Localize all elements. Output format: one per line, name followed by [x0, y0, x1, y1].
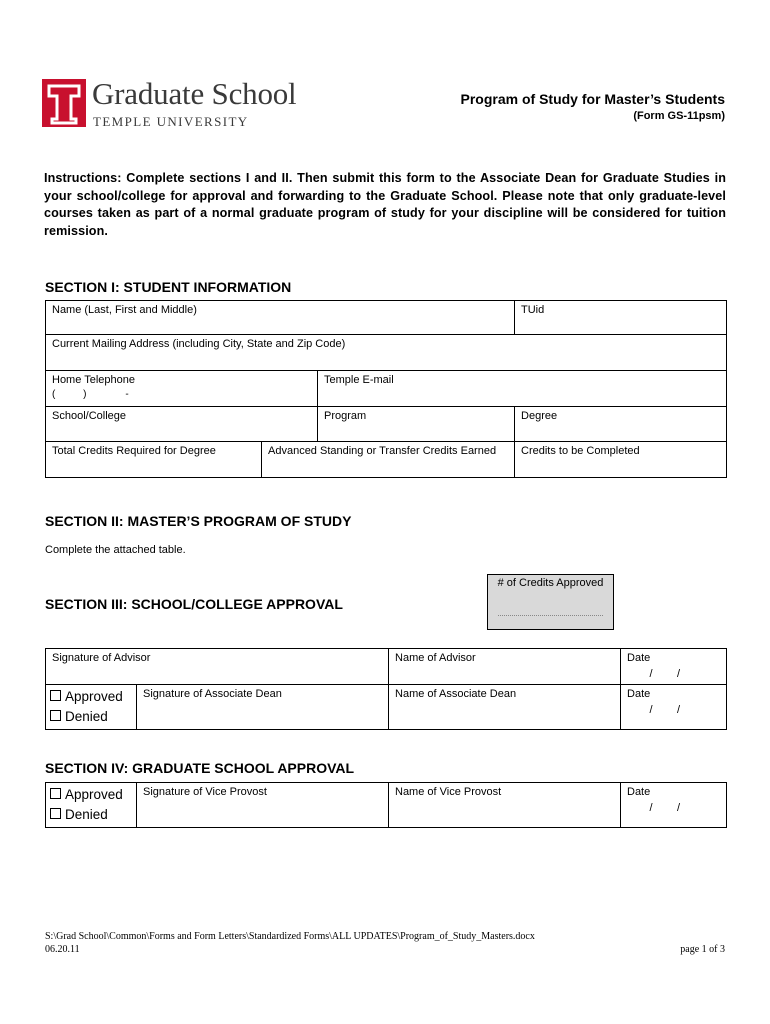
form-code: (Form GS-11psm) [633, 110, 725, 122]
program-label: Program [324, 410, 367, 422]
vice-provost-date-format: / / [649, 802, 680, 814]
advisor-date-field[interactable] [621, 649, 727, 685]
section-1-heading: SECTION I: STUDENT INFORMATION [45, 279, 292, 295]
advisor-signature-label: Signature of Advisor [52, 652, 151, 664]
temple-email-field[interactable] [318, 371, 727, 407]
denied-label-4: Denied [65, 807, 108, 822]
approved-label-4: Approved [65, 787, 123, 802]
vice-provost-signature-label: Signature of Vice Provost [143, 786, 267, 798]
total-credits-field[interactable] [46, 442, 262, 478]
dean-signature-field[interactable] [137, 685, 389, 730]
section-3-heading: SECTION III: SCHOOL/COLLEGE APPROVAL [45, 596, 343, 612]
dean-date-label: Date [627, 688, 651, 700]
temple-t-logo-icon [42, 79, 86, 127]
name-label: Name (Last, First and Middle) [52, 304, 197, 316]
denied-checkbox-3[interactable] [50, 707, 132, 727]
credits-approved-label: # of Credits Approved [497, 577, 604, 589]
dean-name-label: Name of Associate Dean [395, 688, 517, 700]
denied-label-3: Denied [65, 709, 108, 724]
logo-subtitle: TEMPLE UNIVERSITY [93, 114, 249, 129]
section-4-heading: SECTION IV: GRADUATE SCHOOL APPROVAL [45, 760, 355, 776]
advisor-name-field[interactable] [389, 649, 621, 685]
footer-page-number: page 1 of 3 [680, 944, 725, 955]
credits-approved-line [498, 615, 603, 616]
checkbox-icon [50, 710, 61, 721]
vice-provost-name-field[interactable] [389, 783, 621, 828]
footer-date: 06.20.11 [45, 944, 80, 955]
tuid-label: TUid [521, 304, 545, 316]
dean-signature-label: Signature of Associate Dean [143, 688, 282, 700]
program-field[interactable] [318, 407, 515, 442]
checkbox-icon [50, 788, 61, 799]
student-info-table [45, 300, 727, 478]
phone-format: ( ) - [52, 389, 129, 400]
approved-checkbox-4[interactable] [50, 785, 132, 805]
advisor-date-format: / / [649, 668, 681, 680]
degree-label: Degree [521, 410, 558, 422]
approved-checkbox-3[interactable] [50, 687, 132, 707]
vice-provost-signature-field[interactable] [137, 783, 389, 828]
advisor-signature-field[interactable] [46, 649, 389, 685]
graduate-decision-cell [46, 783, 137, 828]
denied-checkbox-4[interactable] [50, 805, 132, 825]
dean-date-format: / / [649, 704, 681, 716]
checkbox-icon [50, 808, 61, 819]
vice-provost-date-label: Date [627, 786, 651, 798]
credits-to-complete-label: Credits to be Completed [521, 445, 640, 457]
advanced-standing-label: Advanced Standing or Transfer Credits Earned [268, 445, 497, 457]
approved-label-3: Approved [65, 689, 123, 704]
credits-to-complete-field[interactable] [515, 442, 727, 478]
degree-field[interactable] [515, 407, 727, 442]
section-2-heading: SECTION II: MASTER’S PROGRAM OF STUDY [45, 513, 352, 529]
school-college-field[interactable] [46, 407, 318, 442]
school-approval-table [45, 648, 727, 730]
advanced-standing-field[interactable] [262, 442, 515, 478]
vice-provost-date-field[interactable] [621, 783, 727, 828]
advisor-name-label: Name of Advisor [395, 652, 476, 664]
footer-file-path: S:\Grad School\Common\Forms and Form Letters\Standardized Forms\ALL UPDATES\Program_of_Study_Masters.docx [45, 931, 535, 942]
total-credits-label: Total Credits Required for Degree [52, 445, 216, 457]
address-label: Current Mailing Address (including City, State and Zip Code) [52, 338, 346, 350]
advisor-date-label: Date [627, 652, 651, 664]
checkbox-icon [50, 690, 61, 701]
graduate-approval-table [45, 782, 727, 828]
logo-name: Graduate School [92, 76, 297, 111]
credits-approved-box[interactable] [487, 574, 614, 630]
school-college-label: School/College [52, 410, 126, 422]
name-field[interactable] [46, 301, 515, 335]
temple-email-label: Temple E-mail [324, 374, 394, 386]
home-telephone-label: Home Telephone [52, 374, 135, 386]
dean-name-field[interactable] [389, 685, 621, 730]
dean-date-field[interactable] [621, 685, 727, 730]
vice-provost-name-label: Name of Vice Provost [395, 786, 502, 798]
instructions-text: Instructions: Complete sections I and II. Then submit this form to the Associate Dean for Graduate Studies in your school/college for approval and forwarding to the Graduate School. Please note that only graduate-level courses taken as part of a normal graduate program of study for your discipline will be considered for tuition remission. [44, 171, 726, 238]
school-decision-cell [46, 685, 137, 730]
address-field[interactable] [46, 335, 727, 371]
home-telephone-field[interactable] [46, 371, 318, 407]
form-title: Program of Study for Master’s Students [460, 91, 725, 107]
tuid-field[interactable] [515, 301, 727, 335]
section-2-note: Complete the attached table. [45, 544, 186, 556]
